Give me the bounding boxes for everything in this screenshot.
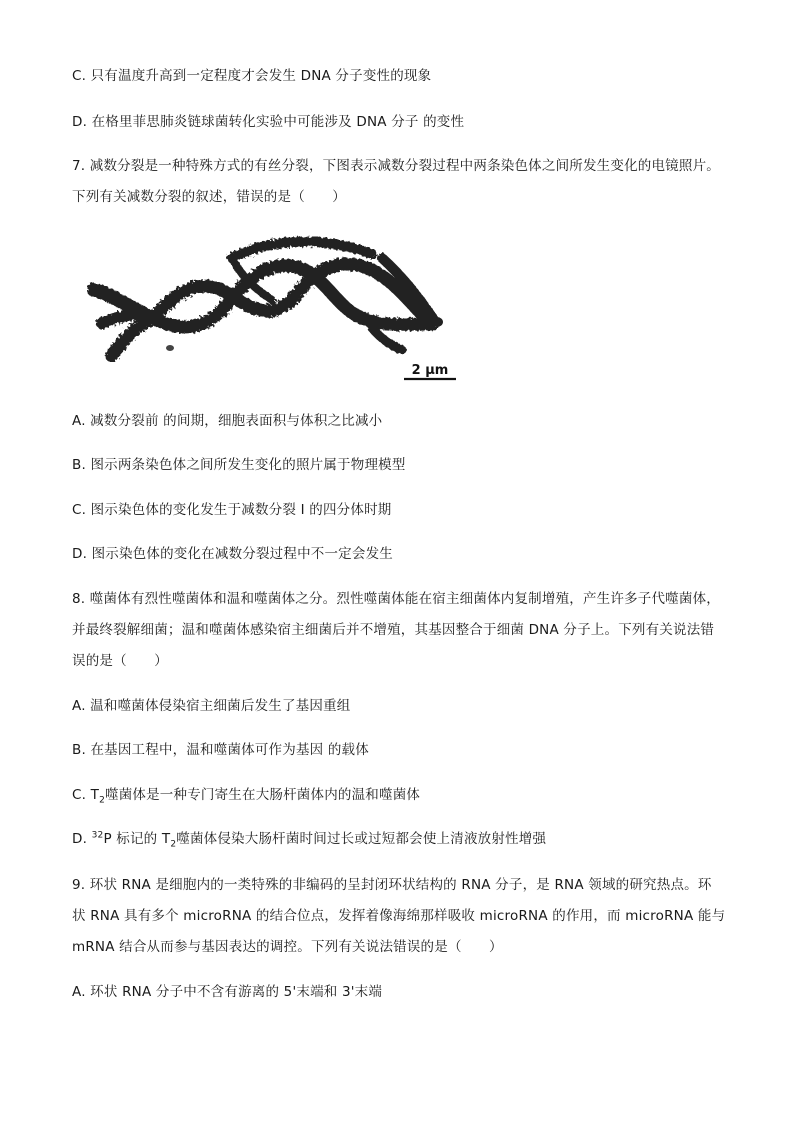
q7-option-a: A. 减数分裂前 的间期，细胞表面积与体积之比减小: [72, 413, 383, 429]
q7-option-d: D. 图示染色体的变化在减数分裂过程中不一定会发生: [72, 546, 393, 562]
q8-option-d-subscript: 2: [170, 839, 177, 850]
q9-stem-line-1: 9. 环状 RNA 是细胞内的一类特殊的非编码的呈封闭环状结构的 RNA 分子，是 RNA 领域的研究热点。环: [72, 877, 712, 893]
q8-option-c: [72, 786, 420, 804]
q7-option-b: B. 图示两条染色体之间所发生变化的照片属于物理模型: [72, 457, 406, 473]
q8-option-c-prefix: C. T: [72, 787, 100, 803]
q8-option-d-superscript: 32: [91, 830, 104, 841]
q7-stem-line-2: 下列有关减数分裂的叙述，错误的是（ ）: [72, 189, 346, 205]
q8-option-a: A. 温和噬菌体侵染宿主细菌后发生了基因重组: [72, 698, 351, 714]
q9-stem-line-2: 状 RNA 具有多个 microRNA 的结合位点，发挥着像海绵那样吸收 microRNA 的作用，而 microRNA 能与: [72, 908, 726, 924]
q6-option-c: C. 只有温度升高到一定程度才会发生 DNA 分子变性的现象: [72, 68, 432, 84]
q8-option-c-text: 噬菌体是一种专门寄生在大肠杆菌体内的温和噬菌体: [105, 787, 421, 803]
q9-stem-line-3: mRNA 结合从而参与基因表达的调控。下列有关说法错误的是（ ）: [72, 939, 503, 955]
q8-stem-line-2: 并最终裂解细菌；温和噬菌体感染宿主细菌后并不增殖，其基因整合于细菌 DNA 分子上。下列有关说法错: [72, 622, 715, 638]
q8-option-d-mid: P 标记的 T: [103, 831, 171, 847]
chromosome-micrograph-figure: [82, 228, 462, 386]
q8-option-d-prefix: D.: [72, 831, 92, 847]
scale-bar-label: 2 μm: [411, 363, 449, 378]
q7-option-c: C. 图示染色体的变化发生于减数分裂 I 的四分体时期: [72, 502, 392, 518]
q8-option-c-subscript: 2: [99, 795, 105, 806]
q9-option-a: A. 环状 RNA 分子中不含有游离的 5'末端和 3'末端: [72, 984, 383, 1000]
q8-stem-line-1: 8. 噬菌体有烈性噬菌体和温和噬菌体之分。烈性噬菌体能在宿主细菌体内复制增殖，产生许多子代噬菌体，: [72, 591, 720, 607]
q8-option-d: [72, 830, 546, 848]
q6-option-d: D. 在格里菲思肺炎链球菌转化实验中可能涉及 DNA 分子 的变性: [72, 114, 465, 130]
q8-option-d-text: 噬菌体侵染大肠杆菌时间过长或过短都会使上清液放射性增强: [176, 831, 547, 847]
q8-stem-line-3: 误的是（ ）: [72, 653, 168, 669]
q8-option-b: B. 在基因工程中，温和噬菌体可作为基因 的载体: [72, 742, 369, 758]
q7-stem-line-1: 7. 减数分裂是一种特殊方式的有丝分裂，下图表示减数分裂过程中两条染色体之间所发生变化的电镜照片。: [72, 158, 720, 174]
chromosome-micrograph: [82, 228, 462, 386]
